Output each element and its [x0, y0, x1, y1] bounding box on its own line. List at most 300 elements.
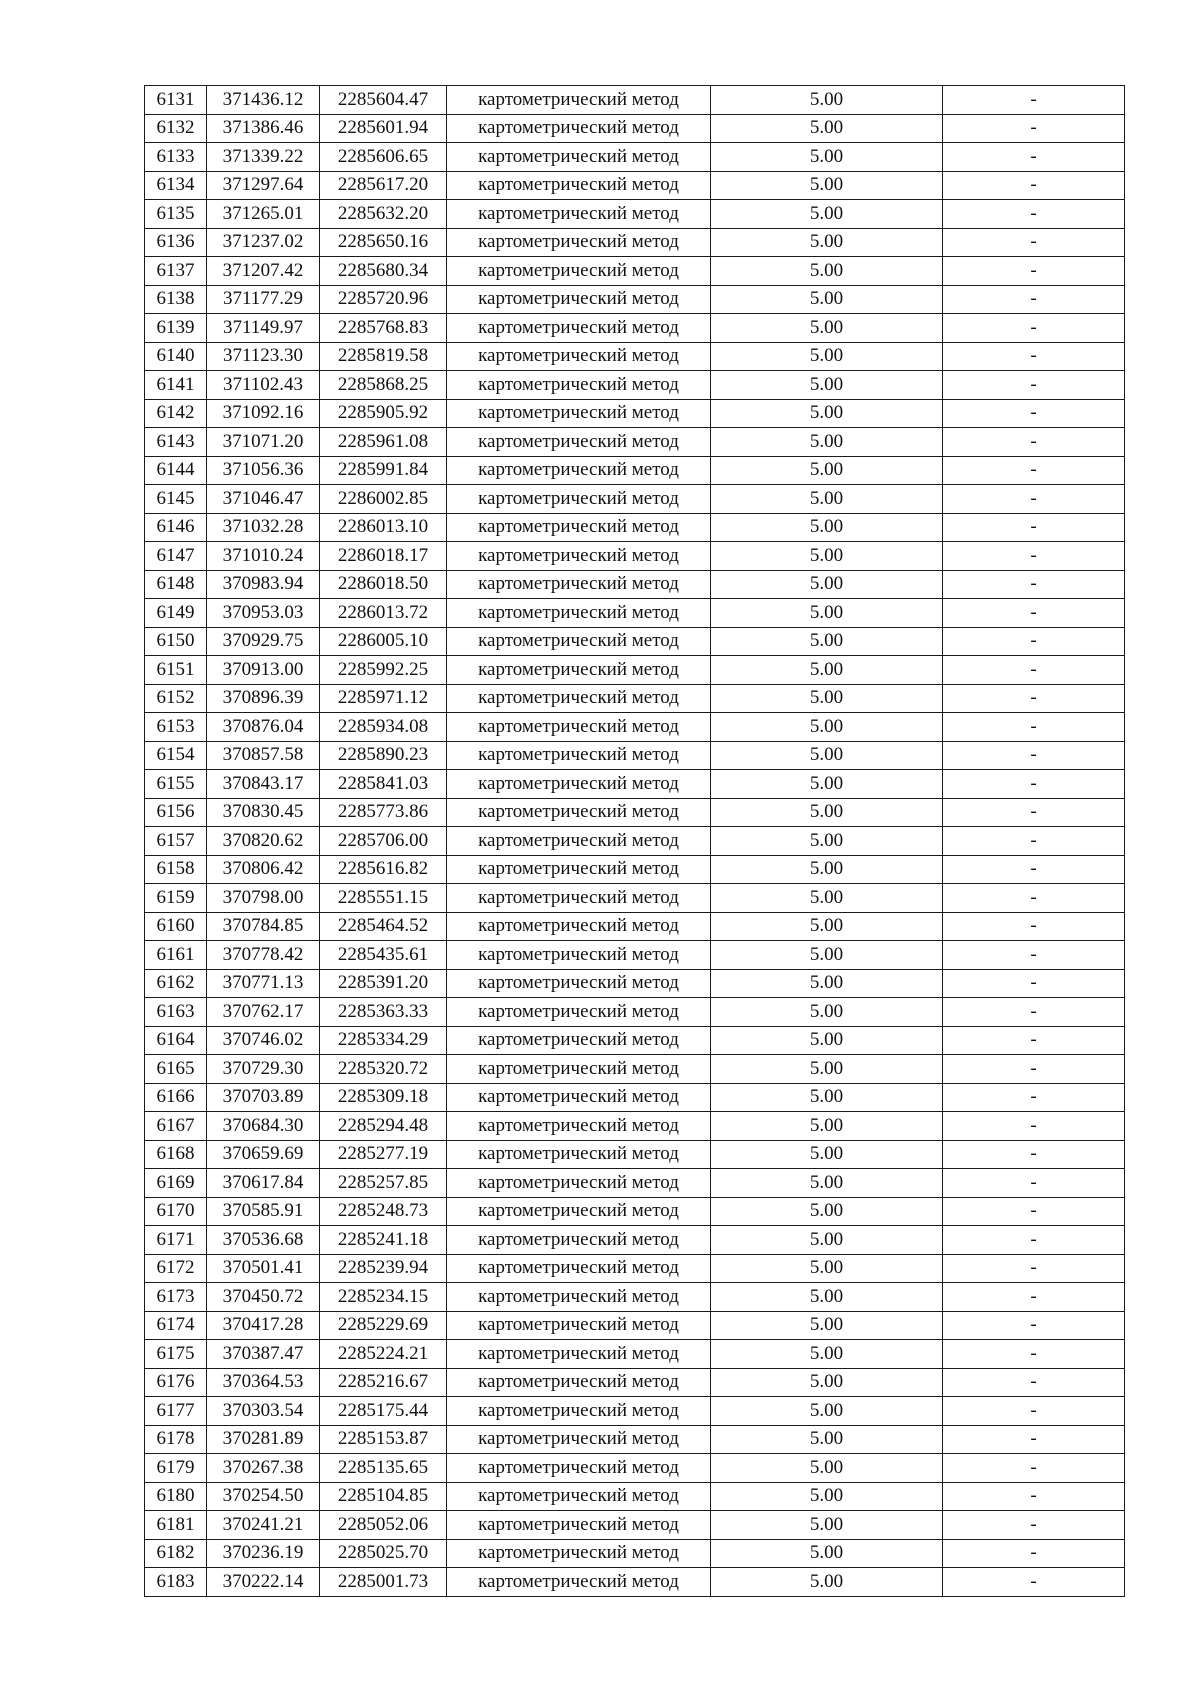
accuracy-cell: 5.00 [711, 1425, 943, 1454]
x-coordinate-cell: 371339.22 [207, 143, 320, 172]
description-cell: - [943, 1112, 1125, 1141]
table-row [145, 1425, 1125, 1454]
y-coordinate-cell: 2285001.73 [320, 1568, 447, 1597]
table-row [145, 143, 1125, 172]
x-coordinate-cell: 370684.30 [207, 1112, 320, 1141]
x-coordinate-cell: 370254.50 [207, 1482, 320, 1511]
x-coordinate-cell: 370762.17 [207, 998, 320, 1027]
table-row [145, 912, 1125, 941]
y-coordinate-cell: 2285934.08 [320, 713, 447, 742]
method-cell: картометрический метод [447, 428, 711, 457]
table-row [145, 513, 1125, 542]
point-number-cell: 6165 [145, 1055, 207, 1084]
table-row [145, 713, 1125, 742]
description-cell: - [943, 1568, 1125, 1597]
accuracy-cell: 5.00 [711, 200, 943, 229]
coordinates-table [144, 85, 1125, 1597]
table-row [145, 1226, 1125, 1255]
x-coordinate-cell: 370896.39 [207, 684, 320, 713]
table-row [145, 456, 1125, 485]
y-coordinate-cell: 2285819.58 [320, 342, 447, 371]
y-coordinate-cell: 2285680.34 [320, 257, 447, 286]
point-number-cell: 6177 [145, 1397, 207, 1426]
table-row [145, 1511, 1125, 1540]
description-cell: - [943, 428, 1125, 457]
y-coordinate-cell: 2285224.21 [320, 1340, 447, 1369]
accuracy-cell: 5.00 [711, 485, 943, 514]
point-number-cell: 6181 [145, 1511, 207, 1540]
point-number-cell: 6137 [145, 257, 207, 286]
point-number-cell: 6150 [145, 627, 207, 656]
point-number-cell: 6141 [145, 371, 207, 400]
method-cell: картометрический метод [447, 1140, 711, 1169]
method-cell: картометрический метод [447, 228, 711, 257]
y-coordinate-cell: 2285773.86 [320, 798, 447, 827]
point-number-cell: 6142 [145, 399, 207, 428]
x-coordinate-cell: 371265.01 [207, 200, 320, 229]
description-cell: - [943, 371, 1125, 400]
y-coordinate-cell: 2286013.10 [320, 513, 447, 542]
description-cell: - [943, 1425, 1125, 1454]
description-cell: - [943, 884, 1125, 913]
y-coordinate-cell: 2286002.85 [320, 485, 447, 514]
table-row [145, 656, 1125, 685]
x-coordinate-cell: 370281.89 [207, 1425, 320, 1454]
table-row [145, 285, 1125, 314]
table-row [145, 1197, 1125, 1226]
point-number-cell: 6156 [145, 798, 207, 827]
accuracy-cell: 5.00 [711, 513, 943, 542]
table-row [145, 684, 1125, 713]
method-cell: картометрический метод [447, 1112, 711, 1141]
point-number-cell: 6133 [145, 143, 207, 172]
accuracy-cell: 5.00 [711, 1340, 943, 1369]
method-cell: картометрический метод [447, 1454, 711, 1483]
description-cell: - [943, 1368, 1125, 1397]
y-coordinate-cell: 2286018.17 [320, 542, 447, 571]
description-cell: - [943, 200, 1125, 229]
x-coordinate-cell: 370953.03 [207, 599, 320, 628]
table-row [145, 86, 1125, 115]
method-cell: картометрический метод [447, 1197, 711, 1226]
y-coordinate-cell: 2285294.48 [320, 1112, 447, 1141]
table-row [145, 257, 1125, 286]
table-row [145, 570, 1125, 599]
point-number-cell: 6161 [145, 941, 207, 970]
y-coordinate-cell: 2285391.20 [320, 969, 447, 998]
accuracy-cell: 5.00 [711, 1055, 943, 1084]
accuracy-cell: 5.00 [711, 1482, 943, 1511]
accuracy-cell: 5.00 [711, 798, 943, 827]
x-coordinate-cell: 370830.45 [207, 798, 320, 827]
point-number-cell: 6132 [145, 114, 207, 143]
table-row [145, 1539, 1125, 1568]
point-number-cell: 6169 [145, 1169, 207, 1198]
accuracy-cell: 5.00 [711, 1397, 943, 1426]
table-row [145, 1283, 1125, 1312]
table-row [145, 542, 1125, 571]
description-cell: - [943, 314, 1125, 343]
description-cell: - [943, 855, 1125, 884]
method-cell: картометрический метод [447, 1568, 711, 1597]
y-coordinate-cell: 2285868.25 [320, 371, 447, 400]
x-coordinate-cell: 370536.68 [207, 1226, 320, 1255]
accuracy-cell: 5.00 [711, 1454, 943, 1483]
table-row [145, 1112, 1125, 1141]
point-number-cell: 6183 [145, 1568, 207, 1597]
point-number-cell: 6173 [145, 1283, 207, 1312]
point-number-cell: 6178 [145, 1425, 207, 1454]
accuracy-cell: 5.00 [711, 1226, 943, 1255]
x-coordinate-cell: 371386.46 [207, 114, 320, 143]
point-number-cell: 6157 [145, 827, 207, 856]
y-coordinate-cell: 2285025.70 [320, 1539, 447, 1568]
point-number-cell: 6151 [145, 656, 207, 685]
point-number-cell: 6179 [145, 1454, 207, 1483]
point-number-cell: 6163 [145, 998, 207, 1027]
description-cell: - [943, 627, 1125, 656]
table-row [145, 884, 1125, 913]
x-coordinate-cell: 371056.36 [207, 456, 320, 485]
accuracy-cell: 5.00 [711, 371, 943, 400]
y-coordinate-cell: 2285606.65 [320, 143, 447, 172]
y-coordinate-cell: 2285257.85 [320, 1169, 447, 1198]
description-cell: - [943, 485, 1125, 514]
y-coordinate-cell: 2285277.19 [320, 1140, 447, 1169]
x-coordinate-cell: 370798.00 [207, 884, 320, 913]
table-row [145, 371, 1125, 400]
description-cell: - [943, 741, 1125, 770]
description-cell: - [943, 1169, 1125, 1198]
description-cell: - [943, 599, 1125, 628]
x-coordinate-cell: 370778.42 [207, 941, 320, 970]
description-cell: - [943, 228, 1125, 257]
description-cell: - [943, 998, 1125, 1027]
point-number-cell: 6135 [145, 200, 207, 229]
method-cell: картометрический метод [447, 1539, 711, 1568]
x-coordinate-cell: 371149.97 [207, 314, 320, 343]
accuracy-cell: 5.00 [711, 428, 943, 457]
point-number-cell: 6160 [145, 912, 207, 941]
method-cell: картометрический метод [447, 456, 711, 485]
method-cell: картометрический метод [447, 1397, 711, 1426]
x-coordinate-cell: 371207.42 [207, 257, 320, 286]
method-cell: картометрический метод [447, 257, 711, 286]
x-coordinate-cell: 370729.30 [207, 1055, 320, 1084]
x-coordinate-cell: 371436.12 [207, 86, 320, 115]
accuracy-cell: 5.00 [711, 1254, 943, 1283]
y-coordinate-cell: 2285706.00 [320, 827, 447, 856]
accuracy-cell: 5.00 [711, 1112, 943, 1141]
point-number-cell: 6145 [145, 485, 207, 514]
method-cell: картометрический метод [447, 200, 711, 229]
point-number-cell: 6168 [145, 1140, 207, 1169]
description-cell: - [943, 798, 1125, 827]
accuracy-cell: 5.00 [711, 456, 943, 485]
description-cell: - [943, 513, 1125, 542]
method-cell: картометрический метод [447, 1425, 711, 1454]
y-coordinate-cell: 2285229.69 [320, 1311, 447, 1340]
x-coordinate-cell: 370843.17 [207, 770, 320, 799]
method-cell: картометрический метод [447, 741, 711, 770]
y-coordinate-cell: 2285650.16 [320, 228, 447, 257]
y-coordinate-cell: 2285320.72 [320, 1055, 447, 1084]
method-cell: картометрический метод [447, 485, 711, 514]
y-coordinate-cell: 2285617.20 [320, 171, 447, 200]
method-cell: картометрический метод [447, 1340, 711, 1369]
y-coordinate-cell: 2285241.18 [320, 1226, 447, 1255]
point-number-cell: 6138 [145, 285, 207, 314]
description-cell: - [943, 827, 1125, 856]
x-coordinate-cell: 370501.41 [207, 1254, 320, 1283]
accuracy-cell: 5.00 [711, 1311, 943, 1340]
accuracy-cell: 5.00 [711, 342, 943, 371]
accuracy-cell: 5.00 [711, 1539, 943, 1568]
point-number-cell: 6164 [145, 1026, 207, 1055]
method-cell: картометрический метод [447, 1482, 711, 1511]
x-coordinate-cell: 370784.85 [207, 912, 320, 941]
y-coordinate-cell: 2285604.47 [320, 86, 447, 115]
method-cell: картометрический метод [447, 1226, 711, 1255]
accuracy-cell: 5.00 [711, 1026, 943, 1055]
accuracy-cell: 5.00 [711, 228, 943, 257]
x-coordinate-cell: 370857.58 [207, 741, 320, 770]
table-row [145, 485, 1125, 514]
description-cell: - [943, 1482, 1125, 1511]
point-number-cell: 6148 [145, 570, 207, 599]
y-coordinate-cell: 2285632.20 [320, 200, 447, 229]
point-number-cell: 6182 [145, 1539, 207, 1568]
method-cell: картометрический метод [447, 114, 711, 143]
y-coordinate-cell: 2285248.73 [320, 1197, 447, 1226]
accuracy-cell: 5.00 [711, 941, 943, 970]
description-cell: - [943, 1454, 1125, 1483]
table-row [145, 770, 1125, 799]
x-coordinate-cell: 370983.94 [207, 570, 320, 599]
point-number-cell: 6147 [145, 542, 207, 571]
x-coordinate-cell: 371071.20 [207, 428, 320, 457]
accuracy-cell: 5.00 [711, 684, 943, 713]
method-cell: картометрический метод [447, 969, 711, 998]
method-cell: картометрический метод [447, 285, 711, 314]
table-row [145, 599, 1125, 628]
method-cell: картометрический метод [447, 371, 711, 400]
y-coordinate-cell: 2285363.33 [320, 998, 447, 1027]
x-coordinate-cell: 371297.64 [207, 171, 320, 200]
x-coordinate-cell: 370222.14 [207, 1568, 320, 1597]
table-row [145, 1083, 1125, 1112]
y-coordinate-cell: 2285961.08 [320, 428, 447, 457]
accuracy-cell: 5.00 [711, 285, 943, 314]
y-coordinate-cell: 2285720.96 [320, 285, 447, 314]
accuracy-cell: 5.00 [711, 998, 943, 1027]
table-row [145, 627, 1125, 656]
description-cell: - [943, 1340, 1125, 1369]
accuracy-cell: 5.00 [711, 1283, 943, 1312]
description-cell: - [943, 770, 1125, 799]
description-cell: - [943, 1083, 1125, 1112]
point-number-cell: 6143 [145, 428, 207, 457]
accuracy-cell: 5.00 [711, 1083, 943, 1112]
description-cell: - [943, 456, 1125, 485]
table-row [145, 428, 1125, 457]
method-cell: картометрический метод [447, 627, 711, 656]
y-coordinate-cell: 2285175.44 [320, 1397, 447, 1426]
x-coordinate-cell: 370267.38 [207, 1454, 320, 1483]
y-coordinate-cell: 2285890.23 [320, 741, 447, 770]
accuracy-cell: 5.00 [711, 1368, 943, 1397]
y-coordinate-cell: 2285841.03 [320, 770, 447, 799]
point-number-cell: 6159 [145, 884, 207, 913]
point-number-cell: 6166 [145, 1083, 207, 1112]
method-cell: картометрический метод [447, 1026, 711, 1055]
y-coordinate-cell: 2285971.12 [320, 684, 447, 713]
table-row [145, 1026, 1125, 1055]
description-cell: - [943, 1140, 1125, 1169]
table-row [145, 1311, 1125, 1340]
table-row [145, 969, 1125, 998]
description-cell: - [943, 570, 1125, 599]
point-number-cell: 6139 [145, 314, 207, 343]
y-coordinate-cell: 2285234.15 [320, 1283, 447, 1312]
x-coordinate-cell: 371092.16 [207, 399, 320, 428]
method-cell: картометрический метод [447, 399, 711, 428]
x-coordinate-cell: 370746.02 [207, 1026, 320, 1055]
y-coordinate-cell: 2286005.10 [320, 627, 447, 656]
accuracy-cell: 5.00 [711, 1568, 943, 1597]
y-coordinate-cell: 2285216.67 [320, 1368, 447, 1397]
y-coordinate-cell: 2285905.92 [320, 399, 447, 428]
table-row [145, 741, 1125, 770]
description-cell: - [943, 171, 1125, 200]
x-coordinate-cell: 370703.89 [207, 1083, 320, 1112]
table-row [145, 1368, 1125, 1397]
accuracy-cell: 5.00 [711, 1197, 943, 1226]
method-cell: картометрический метод [447, 770, 711, 799]
method-cell: картометрический метод [447, 912, 711, 941]
table-row [145, 798, 1125, 827]
description-cell: - [943, 1511, 1125, 1540]
accuracy-cell: 5.00 [711, 656, 943, 685]
method-cell: картометрический метод [447, 1254, 711, 1283]
accuracy-cell: 5.00 [711, 713, 943, 742]
x-coordinate-cell: 370659.69 [207, 1140, 320, 1169]
description-cell: - [943, 1055, 1125, 1084]
accuracy-cell: 5.00 [711, 114, 943, 143]
description-cell: - [943, 941, 1125, 970]
description-cell: - [943, 1254, 1125, 1283]
description-cell: - [943, 1539, 1125, 1568]
method-cell: картометрический метод [447, 1083, 711, 1112]
point-number-cell: 6131 [145, 86, 207, 115]
method-cell: картометрический метод [447, 998, 711, 1027]
description-cell: - [943, 1197, 1125, 1226]
method-cell: картометрический метод [447, 1055, 711, 1084]
point-number-cell: 6153 [145, 713, 207, 742]
x-coordinate-cell: 371237.02 [207, 228, 320, 257]
description-cell: - [943, 114, 1125, 143]
x-coordinate-cell: 370771.13 [207, 969, 320, 998]
y-coordinate-cell: 2285992.25 [320, 656, 447, 685]
point-number-cell: 6175 [145, 1340, 207, 1369]
description-cell: - [943, 1311, 1125, 1340]
x-coordinate-cell: 370303.54 [207, 1397, 320, 1426]
accuracy-cell: 5.00 [711, 1169, 943, 1198]
x-coordinate-cell: 370806.42 [207, 855, 320, 884]
point-number-cell: 6171 [145, 1226, 207, 1255]
method-cell: картометрический метод [447, 143, 711, 172]
y-coordinate-cell: 2285601.94 [320, 114, 447, 143]
x-coordinate-cell: 370876.04 [207, 713, 320, 742]
accuracy-cell: 5.00 [711, 399, 943, 428]
method-cell: картометрический метод [447, 1283, 711, 1312]
table-row [145, 1140, 1125, 1169]
table-row [145, 1055, 1125, 1084]
method-cell: картометрический метод [447, 941, 711, 970]
method-cell: картометрический метод [447, 314, 711, 343]
description-cell: - [943, 969, 1125, 998]
table-row [145, 1340, 1125, 1369]
accuracy-cell: 5.00 [711, 1511, 943, 1540]
point-number-cell: 6146 [145, 513, 207, 542]
table-row [145, 941, 1125, 970]
method-cell: картометрический метод [447, 1311, 711, 1340]
point-number-cell: 6149 [145, 599, 207, 628]
table-row [145, 171, 1125, 200]
y-coordinate-cell: 2286013.72 [320, 599, 447, 628]
description-cell: - [943, 713, 1125, 742]
accuracy-cell: 5.00 [711, 171, 943, 200]
point-number-cell: 6176 [145, 1368, 207, 1397]
point-number-cell: 6180 [145, 1482, 207, 1511]
method-cell: картометрический метод [447, 1511, 711, 1540]
x-coordinate-cell: 370417.28 [207, 1311, 320, 1340]
x-coordinate-cell: 371102.43 [207, 371, 320, 400]
y-coordinate-cell: 2285135.65 [320, 1454, 447, 1483]
method-cell: картометрический метод [447, 342, 711, 371]
table-row [145, 399, 1125, 428]
accuracy-cell: 5.00 [711, 627, 943, 656]
point-number-cell: 6167 [145, 1112, 207, 1141]
method-cell: картометрический метод [447, 884, 711, 913]
method-cell: картометрический метод [447, 713, 711, 742]
x-coordinate-cell: 371046.47 [207, 485, 320, 514]
table-row [145, 342, 1125, 371]
y-coordinate-cell: 2285464.52 [320, 912, 447, 941]
x-coordinate-cell: 370820.62 [207, 827, 320, 856]
description-cell: - [943, 86, 1125, 115]
table-row [145, 827, 1125, 856]
point-number-cell: 6136 [145, 228, 207, 257]
description-cell: - [943, 1283, 1125, 1312]
x-coordinate-cell: 371177.29 [207, 285, 320, 314]
y-coordinate-cell: 2285153.87 [320, 1425, 447, 1454]
method-cell: картометрический метод [447, 684, 711, 713]
description-cell: - [943, 257, 1125, 286]
x-coordinate-cell: 370585.91 [207, 1197, 320, 1226]
description-cell: - [943, 342, 1125, 371]
y-coordinate-cell: 2285104.85 [320, 1482, 447, 1511]
description-cell: - [943, 1026, 1125, 1055]
x-coordinate-cell: 371010.24 [207, 542, 320, 571]
method-cell: картометрический метод [447, 599, 711, 628]
x-coordinate-cell: 370929.75 [207, 627, 320, 656]
accuracy-cell: 5.00 [711, 1140, 943, 1169]
point-number-cell: 6172 [145, 1254, 207, 1283]
accuracy-cell: 5.00 [711, 143, 943, 172]
table-row [145, 1454, 1125, 1483]
x-coordinate-cell: 370364.53 [207, 1368, 320, 1397]
